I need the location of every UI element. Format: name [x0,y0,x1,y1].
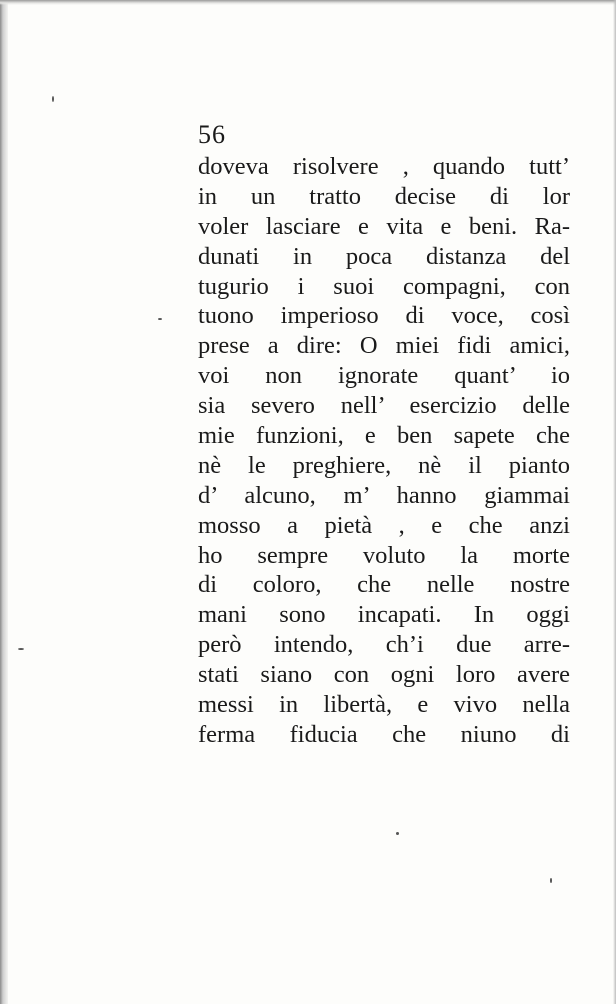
text-line: tuono imperioso di voce, così [198,302,570,330]
text-line: sia severo nell’ esercizio delle [198,392,570,420]
text-line: ho sempre voluto la morte [198,541,570,569]
paper-speck [18,648,24,650]
text-line: però intendo, ch’i due arre- [198,631,570,659]
text-line: voler lasciare e vita e beni. Ra- [198,212,570,240]
text-line: nè le preghiere, nè il pianto [198,451,570,479]
paper-speck [158,318,162,320]
paper-speck [396,832,399,835]
text-line: tugurio i suoi compagni, con [198,272,570,300]
text-line: d’ alcuno, m’ hanno giammai [198,481,570,509]
text-line: dunati in poca distanza del [198,242,570,270]
text-line: messi in libertà, e vivo nella [198,691,570,719]
text-line: doveva risolvere , quando tutt’ [198,153,570,180]
page-text-block [198,120,570,750]
page-left-edge [0,0,8,1004]
paper-speck [550,878,552,883]
text-line: mani sono incapati. In oggi [198,601,570,629]
text-line: voi non ignorate quant’ io [198,362,570,390]
text-line: mie funzioni, e ben sapete che [198,422,570,450]
page-top-edge [0,0,616,5]
page-number: 56 [198,120,226,149]
text-line: di coloro, che nelle nostre [198,571,570,599]
text-line: prese a dire: O miei fidi amici, [198,332,570,360]
text-line: ferma fiducia che niuno di [198,720,570,748]
text-line: stati siano con ogni loro avere [198,661,570,689]
text-line: mosso a pietà , e che anzi [198,511,570,539]
paper-speck [52,96,54,102]
text-line: in un tratto decise di lor [198,182,570,210]
